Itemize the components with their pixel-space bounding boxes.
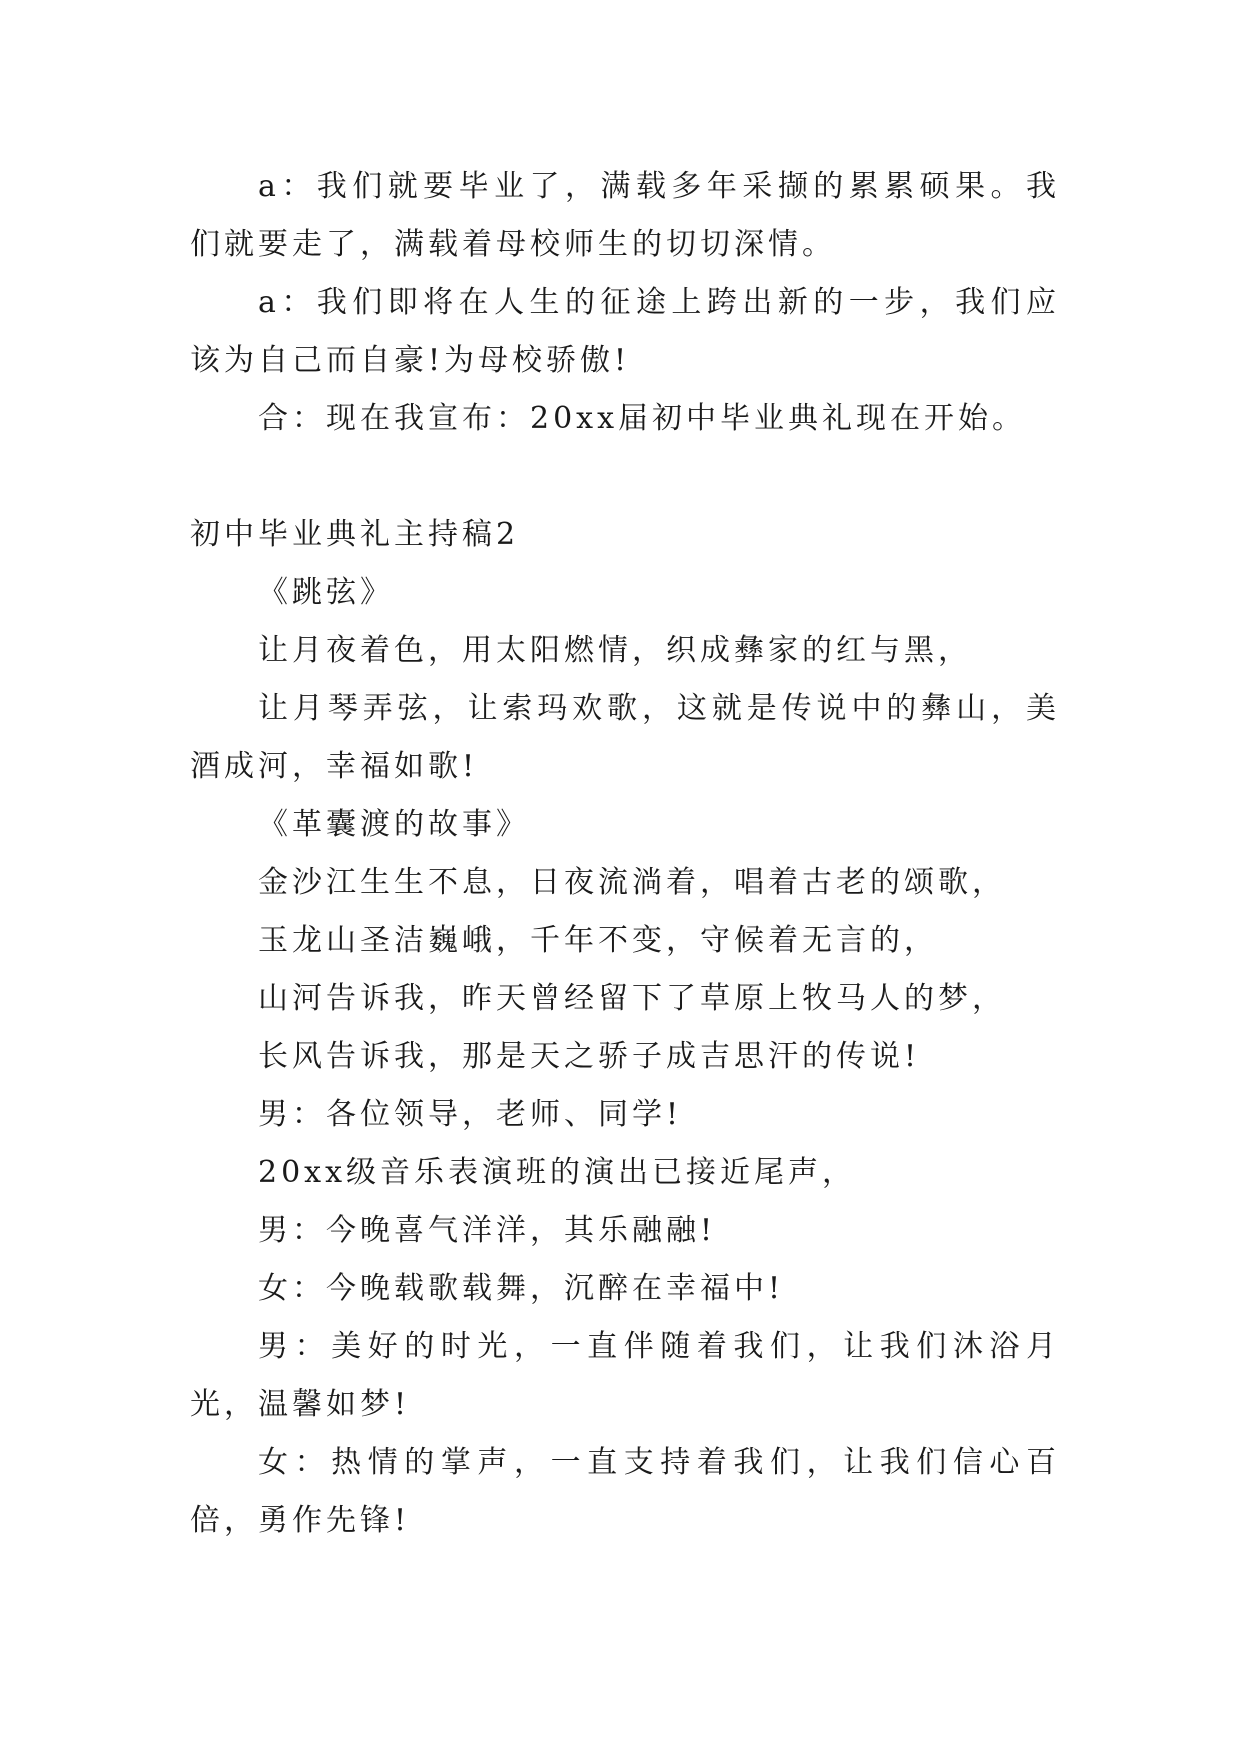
paragraph: 让月夜着色，用太阳燃情，织成彝家的红与黑， <box>258 633 972 668</box>
paragraph: 让月琴弄弦，让索玛欢歌，这就是传说中的彝山，美酒成河，幸福如歌! <box>190 691 1060 784</box>
section-title: 初中毕业典礼主持稿2 <box>190 517 520 552</box>
paragraph: a：我们即将在人生的征途上跨出新的一步，我们应该为自己而自豪!为母校骄傲! <box>190 285 1060 378</box>
paragraph: 山河告诉我，昨天曾经留下了草原上牧马人的梦， <box>258 981 1006 1016</box>
section-spacer <box>190 448 1060 506</box>
paragraph: 20xx级音乐表演班的演出已接近尾声， <box>258 1155 857 1190</box>
paragraph: a：我们就要毕业了，满载多年采撷的累累硕果。我们就要走了，满载着母校师生的切切深情。 <box>190 169 1060 262</box>
paragraph: 《跳弦》 <box>258 575 394 610</box>
paragraph: 金沙江生生不息，日夜流淌着，唱着古老的颂歌， <box>258 865 1006 900</box>
paragraph: 玉龙山圣洁巍峨，千年不变，守候着无言的， <box>258 923 938 958</box>
paragraph: 男：今晚喜气洋洋，其乐融融! <box>258 1213 717 1248</box>
paragraph: 《革囊渡的故事》 <box>258 807 530 842</box>
paragraph: 合：现在我宣布：20xx届初中毕业典礼现在开始。 <box>258 401 1027 436</box>
paragraph: 男：美好的时光，一直伴随着我们，让我们沐浴月光，温馨如梦! <box>190 1329 1060 1422</box>
document-body <box>190 158 1060 1550</box>
paragraph: 男：各位领导，老师、同学! <box>258 1097 683 1132</box>
paragraph: 长风告诉我，那是天之骄子成吉思汗的传说! <box>258 1039 921 1074</box>
paragraph: 女：今晚载歌载舞，沉醉在幸福中! <box>258 1271 785 1306</box>
paragraph: 女：热情的掌声，一直支持着我们，让我们信心百倍，勇作先锋! <box>190 1445 1060 1538</box>
